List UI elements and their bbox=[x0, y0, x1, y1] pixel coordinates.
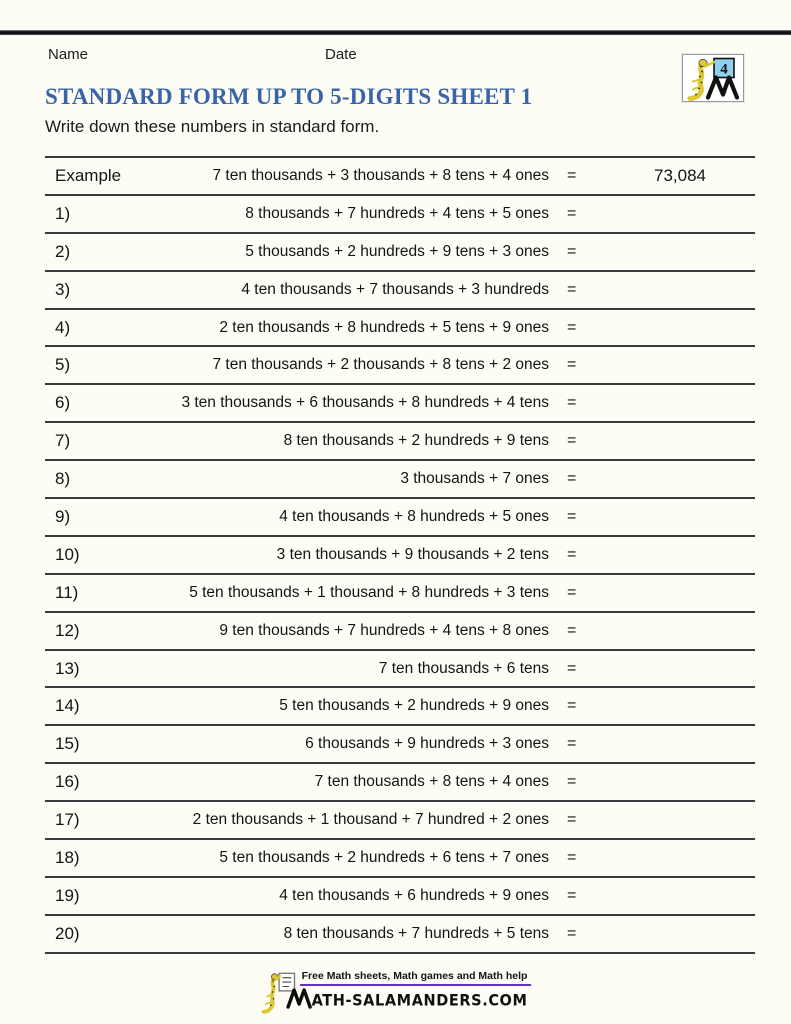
row-number: 3) bbox=[55, 279, 71, 299]
problem-row bbox=[45, 537, 755, 575]
problem-row bbox=[45, 726, 755, 764]
problem-row bbox=[45, 310, 755, 348]
problem-row bbox=[45, 234, 755, 272]
example-equals-sign: = bbox=[567, 166, 577, 184]
worksheet-table-body bbox=[45, 196, 755, 954]
row-equals-sign: = bbox=[567, 659, 577, 677]
row-expression: 7 ten thousands + 2 thousands + 8 tens + 2 ones bbox=[212, 356, 549, 374]
row-equals-sign: = bbox=[567, 773, 577, 791]
footer-logo-block bbox=[260, 968, 532, 1014]
row-equals-sign: = bbox=[567, 545, 577, 563]
row-number: 6) bbox=[55, 393, 71, 413]
row-equals-sign: = bbox=[567, 583, 577, 601]
row-number: 13) bbox=[55, 658, 80, 678]
page-title: STANDARD FORM UP TO 5-DIGITS SHEET 1 bbox=[45, 84, 533, 109]
row-equals-sign: = bbox=[567, 432, 577, 450]
math-salamanders-corner-logo bbox=[682, 54, 744, 102]
row-expression: 2 ten thousands + 8 hundreds + 5 tens + 9 ones bbox=[219, 318, 549, 336]
row-equals-sign: = bbox=[567, 848, 577, 866]
row-expression: 7 ten thousands + 8 tens + 4 ones bbox=[314, 773, 549, 791]
example-expression: 7 ten thousands + 3 thousands + 8 tens + 4 ones bbox=[212, 166, 549, 184]
row-equals-sign: = bbox=[567, 811, 577, 829]
row-number: 9) bbox=[55, 506, 71, 526]
row-expression: 4 ten thousands + 7 thousands + 3 hundreds bbox=[241, 280, 549, 298]
row-number: 11) bbox=[55, 582, 79, 602]
row-equals-sign: = bbox=[567, 470, 577, 488]
row-number: 17) bbox=[55, 810, 80, 830]
problem-row bbox=[45, 613, 755, 651]
example-row bbox=[45, 158, 755, 196]
row-number: 15) bbox=[55, 734, 80, 754]
row-equals-sign: = bbox=[567, 356, 577, 374]
problem-row bbox=[45, 196, 755, 234]
footer-tagline: Free Math sheets, Math games and Math help bbox=[300, 968, 532, 986]
problem-row bbox=[45, 840, 755, 878]
row-expression: 4 ten thousands + 6 hundreds + 9 ones bbox=[279, 886, 549, 904]
row-number: 4) bbox=[55, 317, 71, 337]
row-expression: 8 ten thousands + 2 hundreds + 9 tens bbox=[283, 432, 549, 450]
problem-row bbox=[45, 385, 755, 423]
problem-row bbox=[45, 423, 755, 461]
row-number: 2) bbox=[55, 241, 71, 261]
row-expression: 6 thousands + 9 hundreds + 3 ones bbox=[305, 735, 549, 753]
row-number: 1) bbox=[55, 203, 71, 223]
row-expression: 4 ten thousands + 8 hundreds + 5 ones bbox=[279, 507, 549, 525]
footer-site-text: ATH-SALAMANDERS.COM bbox=[311, 992, 528, 1010]
badge-number: 4 bbox=[720, 61, 728, 78]
problem-row bbox=[45, 802, 755, 840]
example-answer: 73,084 bbox=[654, 165, 706, 185]
row-number: 7) bbox=[55, 431, 71, 451]
row-equals-sign: = bbox=[567, 621, 577, 639]
problem-row bbox=[45, 651, 755, 689]
problem-row bbox=[45, 499, 755, 537]
row-equals-sign: = bbox=[567, 697, 577, 715]
row-equals-sign: = bbox=[567, 886, 577, 904]
row-number: 8) bbox=[55, 469, 71, 489]
footer-m-icon bbox=[286, 987, 312, 1009]
row-equals-sign: = bbox=[567, 924, 577, 942]
problem-row bbox=[45, 916, 755, 954]
row-number: 14) bbox=[55, 696, 80, 716]
row-equals-sign: = bbox=[567, 735, 577, 753]
row-expression: 5 ten thousands + 1 thousand + 8 hundreds + 3 tens bbox=[189, 583, 549, 601]
row-expression: 7 ten thousands + 6 tens bbox=[378, 659, 549, 677]
row-expression: 8 thousands + 7 hundreds + 4 tens + 5 ones bbox=[245, 204, 549, 222]
example-label: Example bbox=[55, 165, 122, 185]
problem-row bbox=[45, 764, 755, 802]
row-number: 10) bbox=[55, 544, 80, 564]
worksheet-table bbox=[45, 156, 755, 954]
instruction-text: Write down these numbers in standard form. bbox=[45, 117, 380, 136]
problem-row bbox=[45, 688, 755, 726]
date-field-label: Date bbox=[325, 46, 357, 63]
problem-row bbox=[45, 878, 755, 916]
problem-row bbox=[45, 575, 755, 613]
footer-site-name bbox=[286, 987, 532, 1009]
row-expression: 5 ten thousands + 2 hundreds + 6 tens + 7 ones bbox=[219, 848, 549, 866]
top-divider-rule bbox=[0, 30, 791, 35]
row-expression: 5 thousands + 2 hundreds + 9 tens + 3 ones bbox=[245, 242, 549, 260]
row-expression: 3 ten thousands + 9 thousands + 2 tens bbox=[276, 545, 549, 563]
row-expression: 8 ten thousands + 7 hundreds + 5 tens bbox=[283, 924, 549, 942]
row-equals-sign: = bbox=[567, 394, 577, 412]
row-equals-sign: = bbox=[567, 507, 577, 525]
row-number: 20) bbox=[55, 923, 80, 943]
row-number: 12) bbox=[55, 620, 80, 640]
problem-row bbox=[45, 347, 755, 385]
row-number: 18) bbox=[55, 847, 80, 867]
row-equals-sign: = bbox=[567, 204, 577, 222]
row-expression: 3 ten thousands + 6 thousands + 8 hundreds + 4 tens bbox=[181, 394, 549, 412]
row-equals-sign: = bbox=[567, 318, 577, 336]
row-expression: 3 thousands + 7 ones bbox=[400, 470, 549, 488]
row-number: 16) bbox=[55, 772, 80, 792]
row-number: 5) bbox=[55, 355, 71, 375]
problem-row bbox=[45, 272, 755, 310]
row-equals-sign: = bbox=[567, 242, 577, 260]
row-number: 19) bbox=[55, 885, 80, 905]
problem-row bbox=[45, 461, 755, 499]
salamander-badge-icon bbox=[683, 55, 743, 101]
row-expression: 5 ten thousands + 2 hundreds + 9 ones bbox=[279, 697, 549, 715]
row-expression: 9 ten thousands + 7 hundreds + 4 tens + 8 ones bbox=[219, 621, 549, 639]
name-field-label: Name bbox=[48, 46, 89, 63]
row-expression: 2 ten thousands + 1 thousand + 7 hundred + 2 ones bbox=[192, 811, 549, 829]
row-equals-sign: = bbox=[567, 280, 577, 298]
